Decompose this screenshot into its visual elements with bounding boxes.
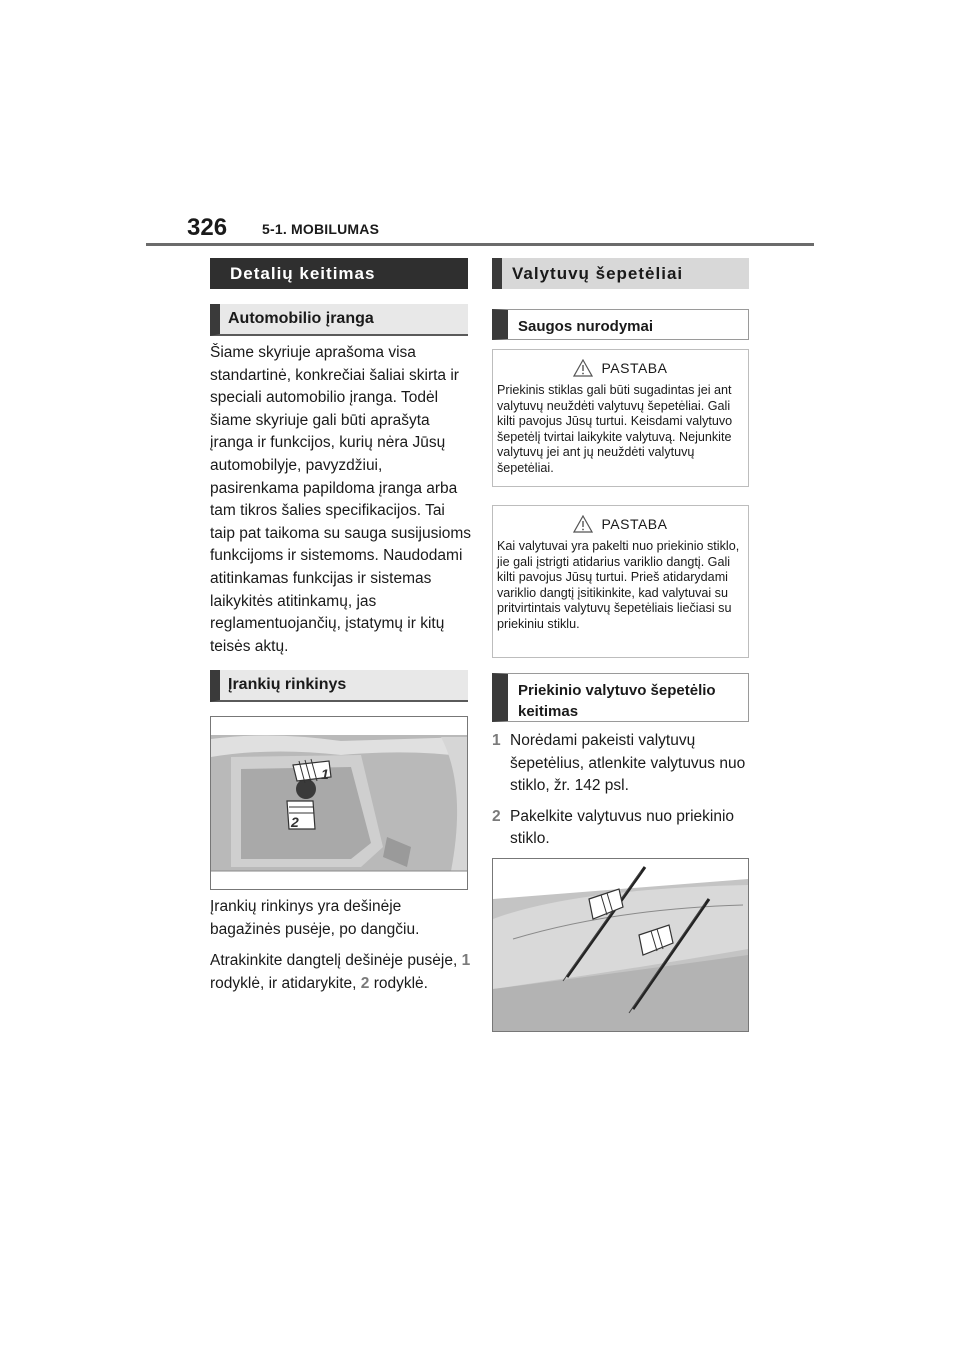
unlock-text-mid: rodyklė, ir atidarykite, — [210, 974, 357, 992]
ref-number-1: 1 — [461, 952, 471, 970]
steps-list — [492, 730, 754, 859]
header-divider — [146, 243, 814, 246]
step-item — [492, 806, 754, 851]
warning-triangle-icon — [573, 515, 593, 533]
equipment-paragraph: Šiame skyriuje aprašoma visa standartinė, konkrečiai šaliai skirta ir speciali automobilio įranga. Todėl šiame skyriuje gali būti aprašyta įranga ir funkcijos, kurių nėra Jūsų automobilyje, pavyzdžiui, pasirenkama papildoma įranga arba tam tikros šalies specifikacijos. Tai taip pat taikoma su sauga susijusioms funkcijoms ir sistemoms. Naudodami atitinkamas funkcijas ir sistemas laikykitės atitinkamų, jas reglamentuojančių, įstatymų ir kitų teisės aktų. — [210, 344, 472, 655]
step-number: 2 — [492, 807, 501, 825]
trunk-illustration — [211, 717, 467, 889]
wiper-figure — [492, 858, 749, 1032]
figure-label-2: 2 — [291, 814, 299, 830]
toolkit-location-text: Įrankių rinkinys yra dešinėje bagažinės pusėje, po dangčiu. — [210, 898, 420, 938]
ref-number-2: 2 — [360, 974, 370, 992]
step-text: Pakelkite valytuvus nuo priekinio stiklo. — [510, 807, 735, 848]
note-box-1 — [492, 349, 749, 487]
section-title-parts: Detalių keitimas — [210, 258, 468, 289]
chapter-title: 5-1. MOBILUMAS — [262, 221, 380, 237]
note-1-label: PASTABA — [601, 360, 668, 376]
windshield-illustration — [493, 859, 748, 1031]
note-2-text: Kai valytuvai yra pakelti nuo priekinio stiklo, jie gali įstrigti atidarius variklio dangtį. Gali kilti pavojus Jūsų turtui. Prieš atidarydami variklio dangtį įsitikinkite, kad valytuvai su pritvirtintais valytuvų šepetėliais liečiasi su priekiniu stiklu. — [497, 539, 740, 631]
step-item — [492, 730, 754, 798]
safety-heading: Saugos nurodymai — [492, 309, 749, 340]
note-2-title — [493, 513, 748, 535]
subsection-toolkit: Įrankių rinkinys — [210, 670, 468, 702]
note-box-2 — [492, 505, 749, 658]
note-1-title — [493, 357, 748, 379]
note-2-label: PASTABA — [601, 516, 668, 532]
toolkit-figure — [210, 716, 468, 890]
subsection-equipment: Automobilio įranga — [210, 304, 468, 336]
page-number: 326 — [187, 214, 228, 241]
unlock-text-pre: Atrakinkite dangtelį dešinėje pusėje, — [210, 952, 458, 970]
step-text: Norėdami pakeisti valytuvų šepetėlius, atlenkite valytuvus nuo stiklo, žr. 142 psl. — [510, 732, 746, 795]
note-1-text: Priekinis stiklas gali būti sugadintas jei ant valytuvų neuždėti valytuvų šepetėliai. Gali kilti pavojus Jūsų turtui. Keisdami valytuvo šepetėlį tvirtai laikykite valytuvą. Nejunkite valytuvų jei ant jų neuždėti valytuvų šepetėliai. — [497, 383, 733, 475]
warning-triangle-icon — [573, 359, 593, 377]
toolkit-caption-block — [210, 896, 472, 1004]
replace-heading: Priekinio valytuvo šepetėlio keitimas — [492, 673, 749, 722]
unlock-instruction — [210, 950, 472, 995]
figure-label-1: 1 — [321, 766, 329, 782]
section-title-wipers: Valytuvų šepetėliai — [492, 258, 749, 289]
unlock-text-post: rodyklė. — [373, 974, 428, 992]
step-number: 1 — [492, 732, 501, 749]
